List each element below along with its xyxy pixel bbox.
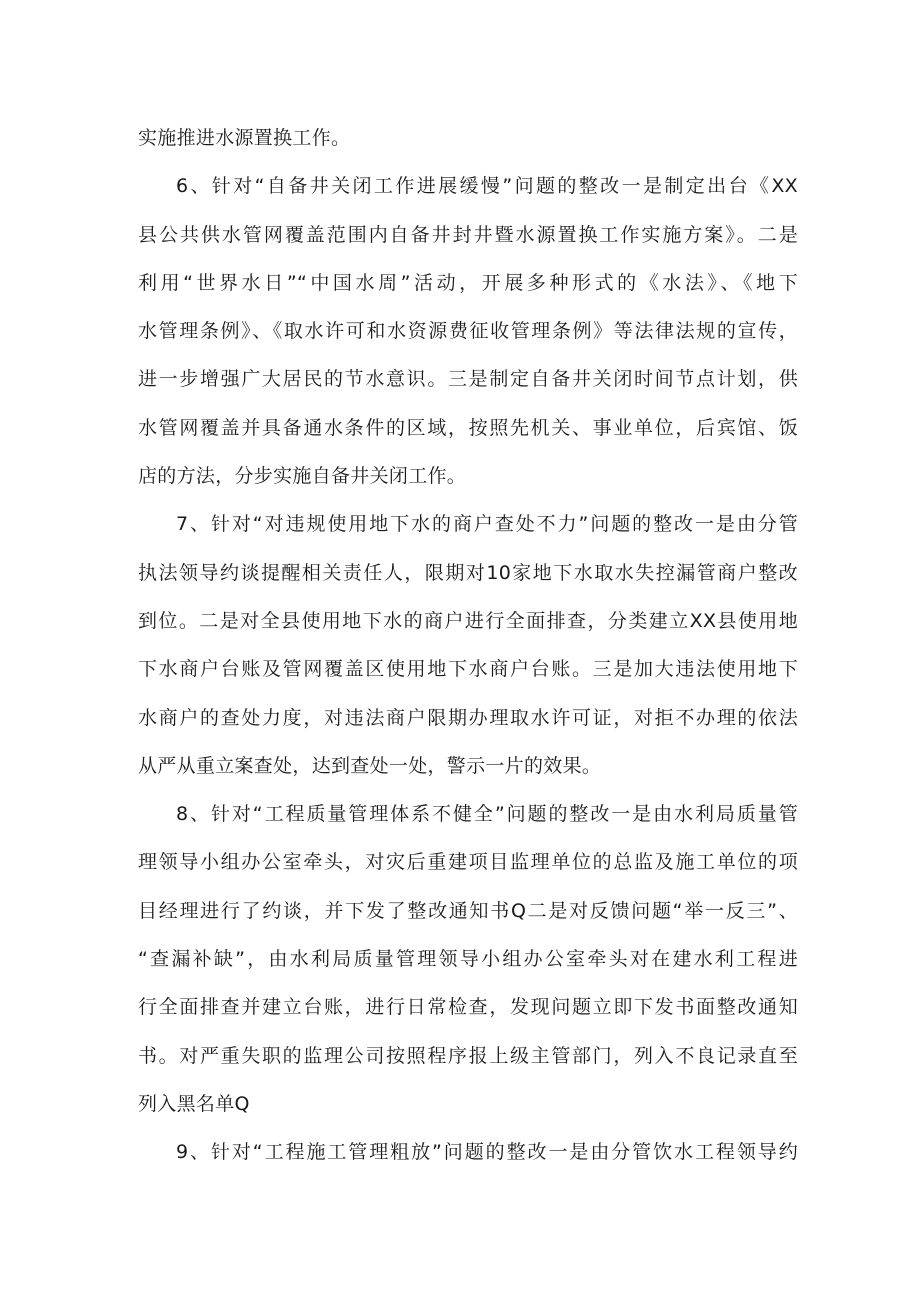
text-line: 县公共供水管网覆盖范围内自备井封井暨水源置换工作实施方案》。二是 — [138, 223, 798, 246]
document-body — [138, 114, 798, 1177]
text-line: 行全面排查并建立台账，进行日常检查，发现问题立即下发书面整改通知 — [138, 996, 798, 1019]
text-line: 执法领导约谈提醒相关责任人，限期对10家地下水取水失控漏管商户整改 — [138, 561, 798, 584]
text-line: 从严从重立案查处，达到查处一处，警示一片的效果。 — [138, 754, 602, 777]
text-line: 利用“世界水日”“中国水周”活动，开展多种形式的《水法》、《地下 — [138, 271, 798, 294]
text-line: 店的方法，分步实施自备井关闭工作。 — [138, 465, 467, 488]
paragraph-9-start: 9、针对“工程施工管理粗放”问题的整改一是由分管饮水工程领导约 — [176, 1141, 798, 1164]
text-line: 书。对严重失职的监理公司按照程序报上级主管部门，列入不良记录直至 — [138, 1044, 798, 1067]
text-line: 进一步增强广大居民的节水意识。三是制定自备井关闭时间节点计划，供 — [138, 368, 798, 391]
text-line: 到位。二是对全县使用地下水的商户进行全面排查，分类建立XX县使用地 — [138, 609, 798, 632]
text-line: 列入黑名单Q — [138, 1092, 250, 1115]
text-line: 水管网覆盖并具备通水条件的区域，按照先机关、事业单位，后宾馆、饭 — [138, 416, 798, 439]
paragraph-6-start: 6、针对“自备井关闭工作进展缓慢”问题的整改一是制定出台《XX — [176, 175, 798, 198]
text-line: “查漏补缺”，由水利局质量管理领导小组办公室牵头对在建水利工程进 — [138, 948, 798, 971]
text-line: 实施推进水源置换工作。 — [138, 127, 351, 149]
text-line: 水管理条例》、《取水许可和水资源费征收管理条例》等法律法规的宣传， — [138, 320, 798, 343]
text-line: 下水商户台账及管网覆盖区使用地下水商户台账。三是加大违法使用地下 — [138, 658, 798, 681]
text-line: 理领导小组办公室牵头，对灾后重建项目监理单位的总监及施工单位的项 — [138, 851, 798, 874]
paragraph-7-start: 7、针对“对违规使用地下水的商户查处不力”问题的整改一是由分管 — [176, 513, 798, 536]
text-line: 目经理进行了约谈，并下发了整改通知书Q二是对反馈问题“举一反三”、 — [138, 899, 798, 922]
text-line: 水商户的查处力度，对违法商户限期办理取水许可证，对拒不办理的依法 — [138, 706, 798, 729]
paragraph-8-start: 8、针对“工程质量管理体系不健全”问题的整改一是由水利局质量管 — [176, 803, 798, 826]
